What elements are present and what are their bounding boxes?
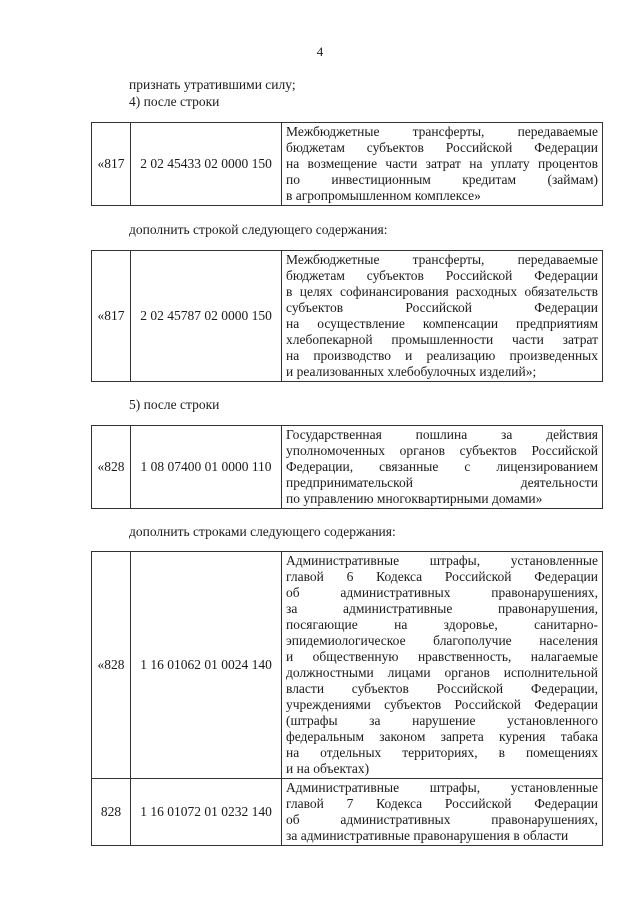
paragraph-add-rows: дополнить строками следующего содержания: <box>129 524 396 539</box>
description-line: на осуществление компенсации предприятиям <box>286 316 598 331</box>
description-line: Межбюджетные трансферты, передаваемые <box>286 124 598 139</box>
description-line: за административные правонарушения в области <box>286 828 569 843</box>
kbk-code-cell: 1 08 07400 01 0000 110 <box>131 426 282 509</box>
description-cell <box>282 251 603 382</box>
description-line: главой 6 Кодекса Российской Федерации <box>286 569 598 584</box>
table-row <box>92 123 603 206</box>
description-line: предпринимательской деятельности <box>286 475 598 490</box>
description-line: (штрафы за нарушение установленного <box>286 713 598 728</box>
description-line: на возмещение части затрат на уплату процентов <box>286 156 598 171</box>
description-line: эпидемиологическое благополучие населения <box>286 633 598 648</box>
description-cell <box>282 552 603 779</box>
table-row <box>92 251 603 382</box>
description-line: об административных правонарушениях, <box>286 585 598 600</box>
kbk-code-cell: 1 16 01062 01 0024 140 <box>131 552 282 779</box>
description-line: хлебопекарной промышленности части затрат <box>286 332 598 347</box>
description-line: по инвестиционным кредитам (займам) <box>286 172 598 187</box>
table-row-828-07400 <box>91 425 603 509</box>
description-line: Межбюджетные трансферты, передаваемые <box>286 252 598 267</box>
description-line: бюджетам субъектов Российской Федерации <box>286 140 598 155</box>
description-line: должностными лицами органов исполнительной <box>286 665 598 680</box>
admin-code-cell: «828 <box>92 426 131 509</box>
description-line: уполномоченных органов субъектов Российской <box>286 443 598 458</box>
table-row <box>92 426 603 509</box>
admin-code-cell: «817 <box>92 251 131 382</box>
table-row-817-45787 <box>91 250 603 382</box>
description-line: власти субъектов Российской Федерации, <box>286 681 598 696</box>
description-cell <box>282 426 603 509</box>
description-cell <box>282 123 603 206</box>
description-line: учреждениями субъектов Российской Федерации <box>286 697 598 712</box>
paragraph-repealed: признать утратившими силу; <box>129 77 296 92</box>
paragraph-add-row: дополнить строкой следующего содержания: <box>129 222 388 237</box>
admin-code-cell: «828 <box>92 552 131 779</box>
description-line: субъектов Российской Федерации <box>286 300 598 315</box>
paragraph-item-4: 4) после строки <box>129 94 220 109</box>
description-line: на производство и реализацию произведенных <box>286 348 598 363</box>
description-line: Государственная пошлина за действия <box>286 427 598 442</box>
admin-code-cell: 828 <box>92 779 131 846</box>
description-cell <box>282 779 603 846</box>
kbk-code-cell: 1 16 01072 01 0232 140 <box>131 779 282 846</box>
description-line: в целях софинансирования расходных обязательств <box>286 284 598 299</box>
description-line: по управлению многоквартирными домами» <box>286 491 543 506</box>
table-row-817-45433 <box>91 122 603 206</box>
paragraph-item-5: 5) после строки <box>129 397 220 412</box>
description-line: об административных правонарушениях, <box>286 812 598 827</box>
kbk-code-cell: 2 02 45787 02 0000 150 <box>131 251 282 382</box>
page-number: 4 <box>316 44 324 59</box>
description-line: Административные штрафы, установленные <box>286 780 598 795</box>
description-line: и общественную нравственность, налагаемые <box>286 649 598 664</box>
table-row <box>92 552 603 779</box>
description-line: и реализованных хлебобулочных изделий»; <box>286 364 537 379</box>
description-line: за административные правонарушения, <box>286 601 598 616</box>
description-line: на отдельных территориях, в помещениях <box>286 745 598 760</box>
kbk-code-cell: 2 02 45433 02 0000 150 <box>131 123 282 206</box>
description-line: федеральным законом запрета курения табака <box>286 729 598 744</box>
description-line: посягающие на здоровье, санитарно- <box>286 617 598 632</box>
description-line: в агропромышленном комплексе» <box>286 188 481 203</box>
description-line: Федерации, связанные с лицензированием <box>286 459 598 474</box>
description-line: главой 7 Кодекса Российской Федерации <box>286 796 598 811</box>
table-rows-828 <box>91 551 603 846</box>
description-line: бюджетам субъектов Российской Федерации <box>286 268 598 283</box>
table-row <box>92 779 603 846</box>
description-line: Административные штрафы, установленные <box>286 553 598 568</box>
description-line: и на объектах) <box>286 761 370 776</box>
admin-code-cell: «817 <box>92 123 131 206</box>
